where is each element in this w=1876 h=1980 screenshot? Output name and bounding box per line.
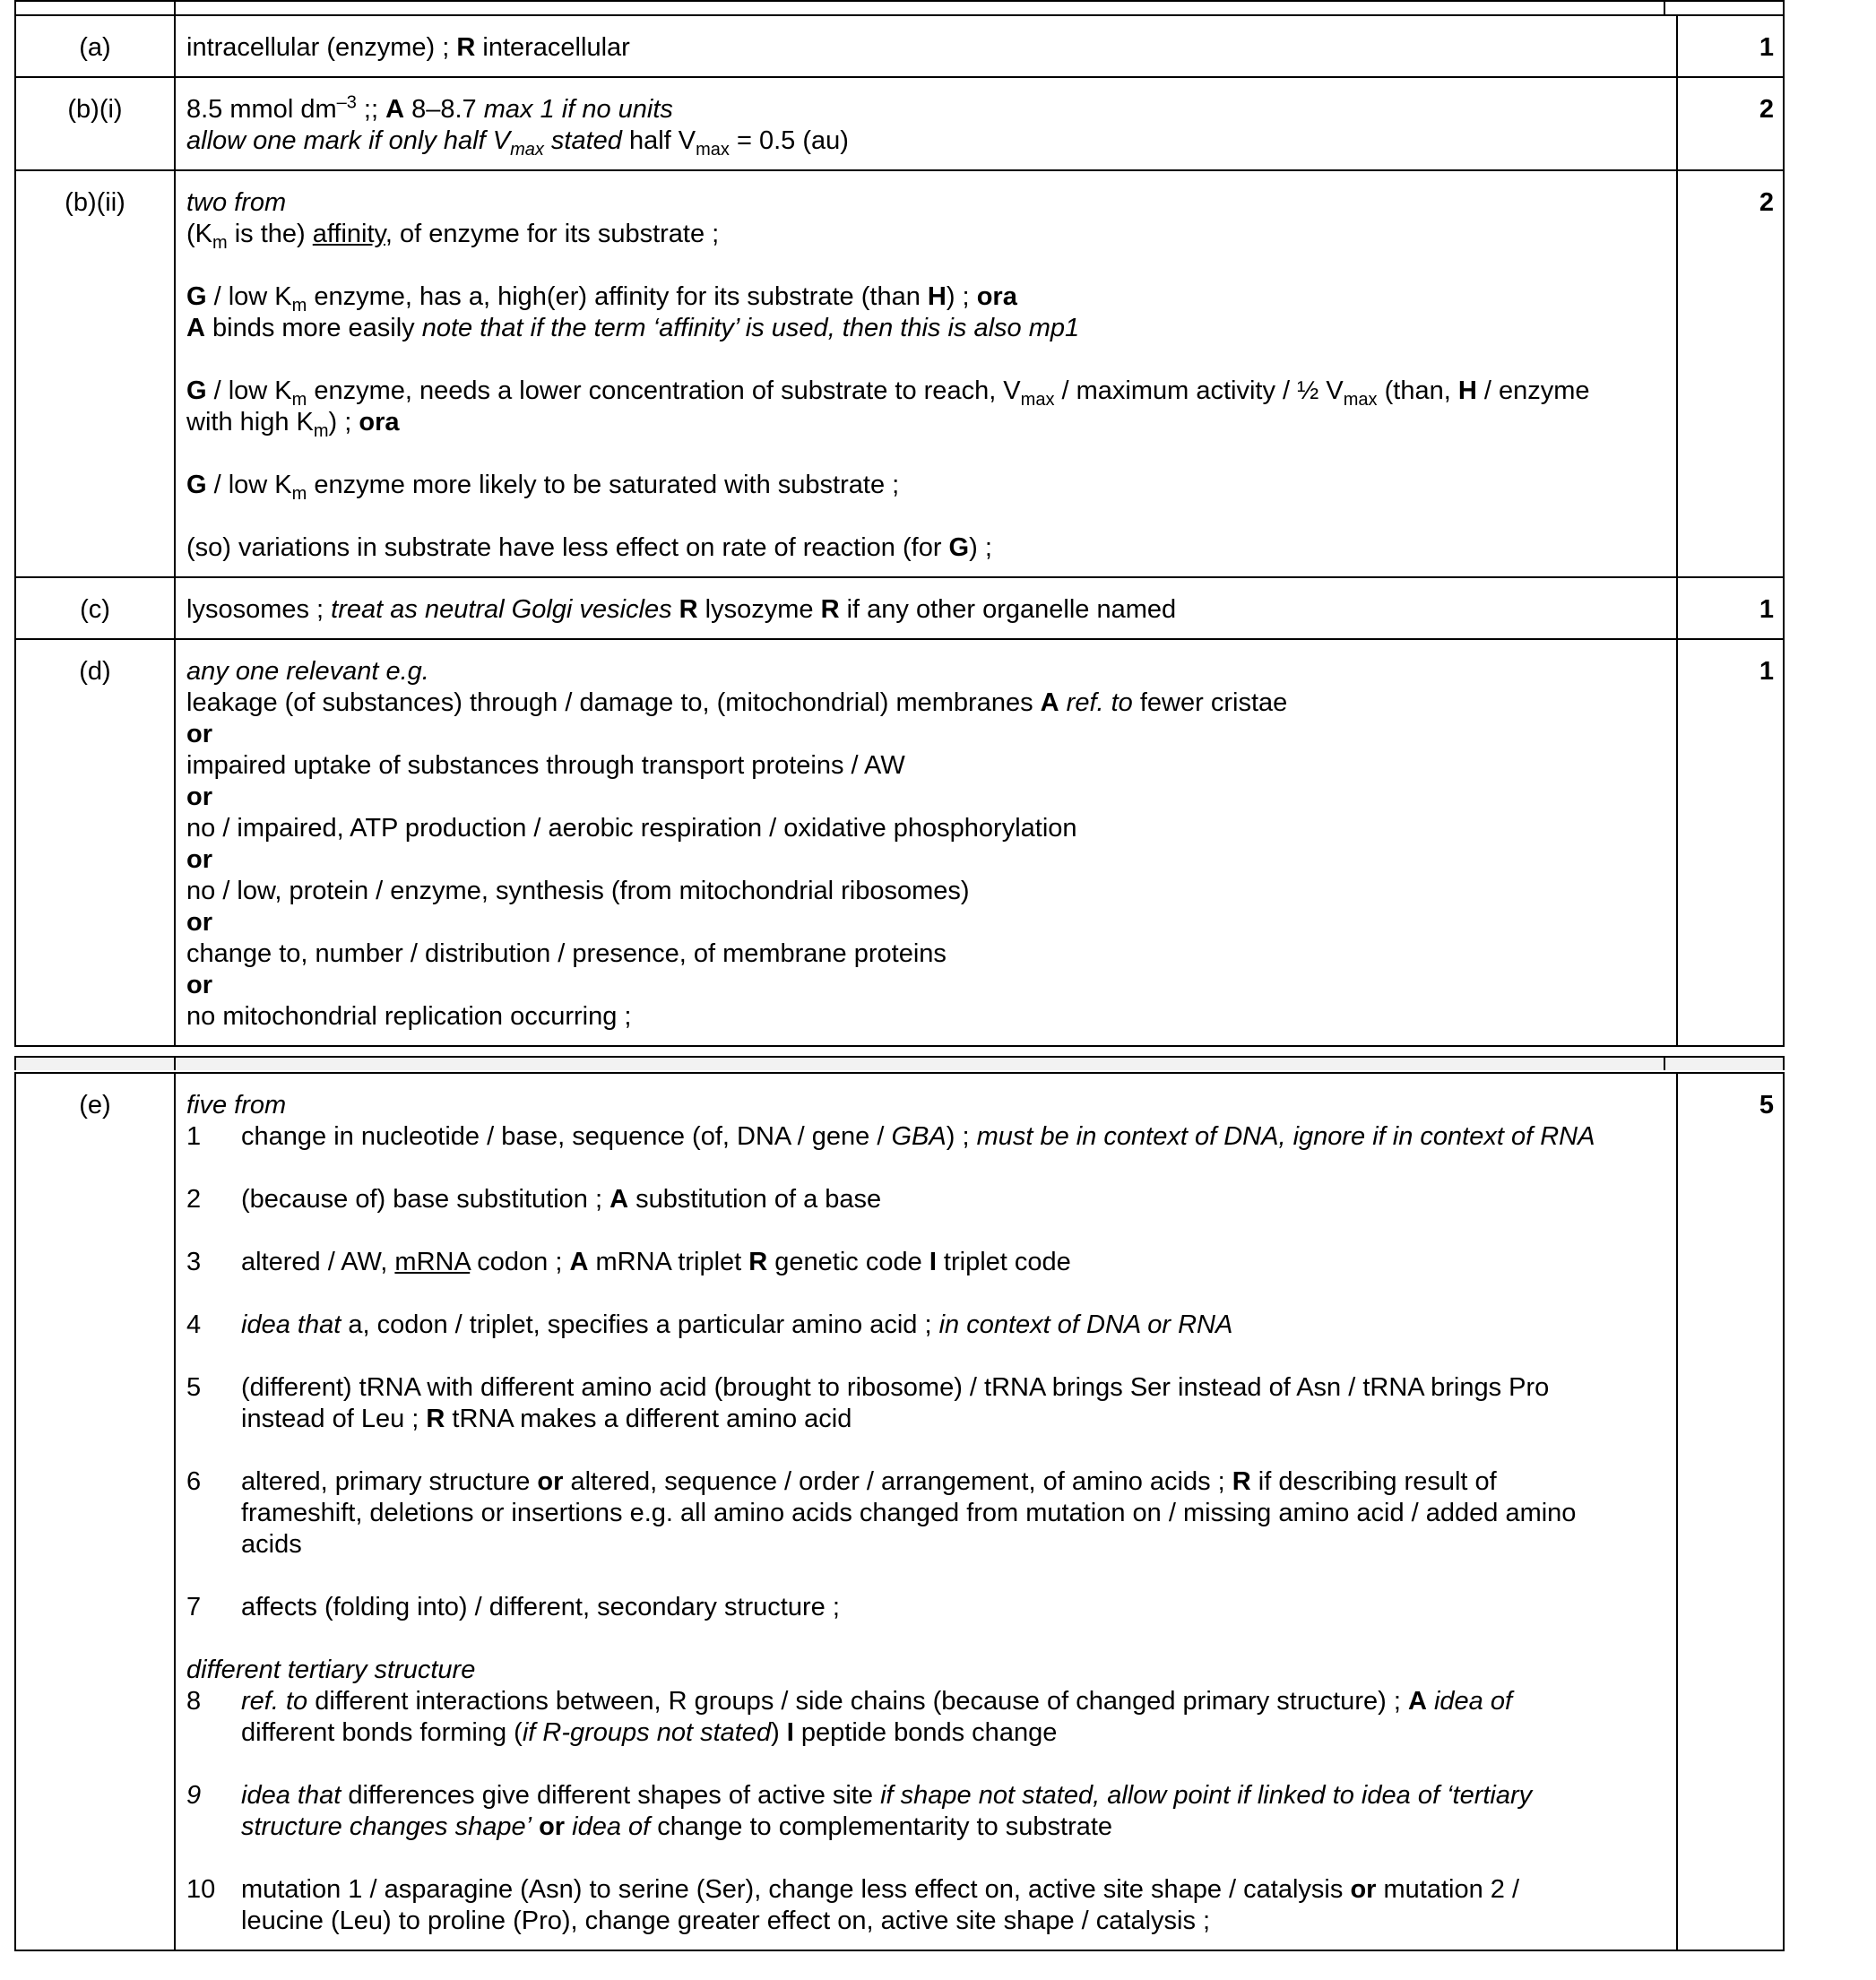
table-top-edge: [14, 0, 1785, 14]
question-number: (b)(i): [15, 77, 175, 170]
question-number: (e): [15, 1073, 175, 1950]
table-row: [15, 15, 1784, 77]
table-top-edge: [14, 1056, 1785, 1070]
mark-scheme-table-2: [14, 1072, 1785, 1951]
answer-cell: five from 1 change in nucleotide / base, sequence (of, DNA / gene / GBA) ; must be in context of DNA, ignore if in context of RNA 2 (because of) base substitution ; A substitution of a base 3 altered / AW, mRNA codon ; A mRNA triplet R genetic code I triplet code 4 idea that a, codon / triplet, specifies a particular amino acid ; in context of DNA or RNA 5 (different) tRNA with different amino acid (brought to ribosome) / tRNA brings Ser instead of Asn / tRNA brings Pro instead of Leu ; R tRNA makes a different amino acid 6 altered, primary structure or altered, sequence / order / arrangement, of amino acids ; R if describing result of frameshift, deletions or insertions e.g. all amino acids changed from mutation on / missing amino acid / added amino acids 7 affects (folding into) / different, secondary structure ; different tertiary structure 8 ref. to different interactions between, R groups / side chains (because of changed primary structure) ; A idea of different bonds forming (if R-groups not stated) I peptide bonds change 9 idea that differences give different shapes of active site if shape not stated, allow point if linked to idea of ‘tertiary structure changes shape’ or idea of change to complementarity to substrate 10 mutation 1 / asparagine (Asn) to serine (Ser), change less effect on, active site shape / catalysis or mutation 2 / leucine (Leu) to proline (Pro), change greater effect on, active site shape / catalysis ;: [175, 1073, 1677, 1950]
question-number: (d): [15, 639, 175, 1046]
mark-value: 1: [1677, 639, 1784, 1046]
question-number: (b)(ii): [15, 170, 175, 577]
question-number: (a): [15, 15, 175, 77]
mark-value: 5: [1677, 1073, 1784, 1950]
table-row: [15, 1073, 1784, 1950]
mark-value: 1: [1677, 577, 1784, 639]
answer-cell: intracellular (enzyme) ; R interacellular: [175, 15, 1677, 77]
answer-cell: any one relevant e.g. leakage (of substances) through / damage to, (mitochondrial) membranes A ref. to fewer cristae or impaired uptake of substances through transport proteins / AW or no / impaired, ATP production / aerobic respiration / oxidative phosphorylation or no / low, protein / enzyme, synthesis (from mitochondrial ribosomes) or change to, number / distribution / presence, of membrane proteins or no mitochondrial replication occurring ;: [175, 639, 1677, 1046]
mark-value: 2: [1677, 77, 1784, 170]
answer-cell: 8.5 mmol $dm^{-3}$ ;; A 8–8.7 max 1 if no units allow one mark if only half $V_{max}$ stated half $V_{max} = 0.5$ (au): [175, 77, 1677, 170]
answer-cell: two from ($K_m$ is the) affinity, of enzyme for its substrate ; G / low $K_m$ enzyme, has a, high(er) affinity for its substrate (than H) ; ora A binds more easily note that if the term ‘affinity’ is used, then this is also mp1 G / low $K_m$ enzyme, needs a lower concentration of substrate to reach, $V_{max}$ / maximum activity / ½ $V_{max}$ (than, H / enzyme with high $K_m$) ; ora G / low $K_m$ enzyme more likely to be saturated with substrate ; (so) variations in substrate have less effect on rate of reaction (for G) ;: [175, 170, 1677, 577]
mark-value: 2: [1677, 170, 1784, 577]
table-row: [15, 170, 1784, 577]
mark-scheme-table-1: [14, 14, 1785, 1047]
answer-cell: lysosomes ; treat as neutral Golgi vesicles R lysozyme R if any other organelle named: [175, 577, 1677, 639]
table-row: [15, 77, 1784, 170]
question-number: (c): [15, 577, 175, 639]
table-row: [15, 577, 1784, 639]
table-row: [15, 639, 1784, 1046]
mark-value: 1: [1677, 15, 1784, 77]
